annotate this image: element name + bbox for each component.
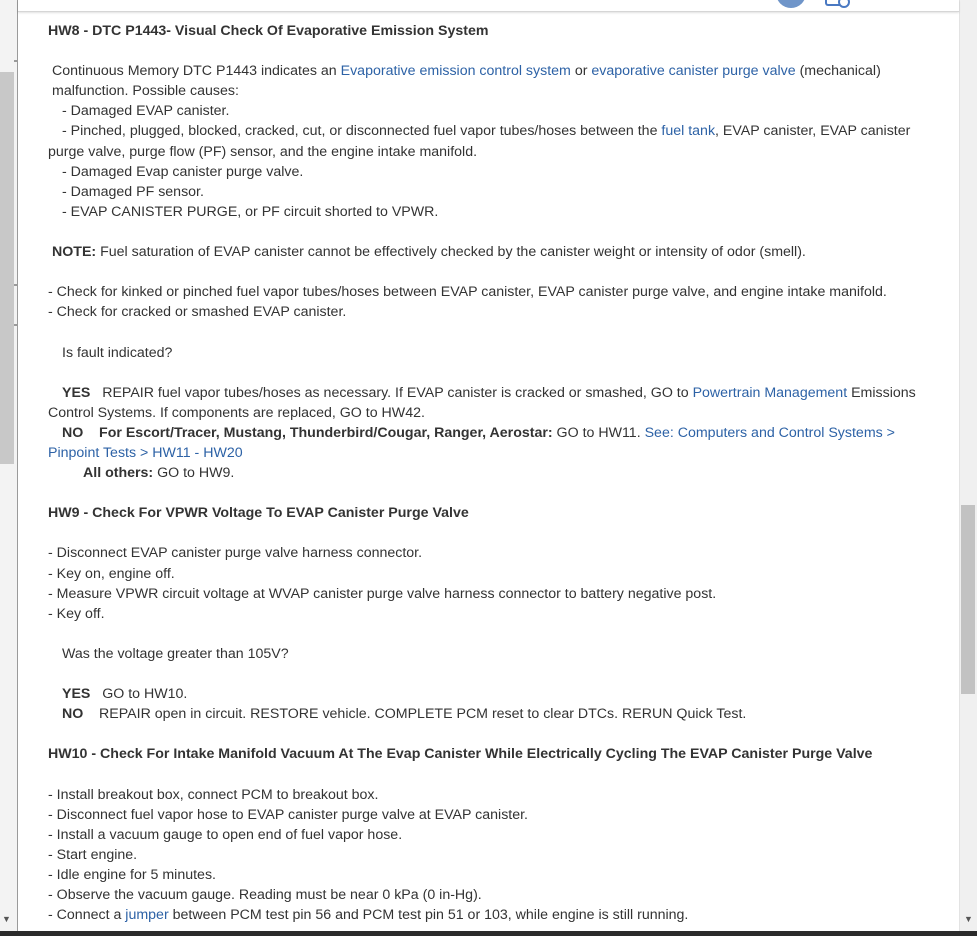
no-label: NO — [62, 706, 84, 723]
question: Is fault indicated? — [62, 344, 173, 361]
list-item: - Damaged Evap canister purge valve. — [62, 163, 304, 180]
powertrain-management-link[interactable]: Powertrain Management — [692, 384, 848, 401]
scroll-down-arrow-icon[interactable]: ▼ — [2, 914, 11, 924]
list-item: - Connect a jumper between PCM test pin 56 and PCM test pin 51 or 103, while engine is still running. — [48, 907, 689, 924]
evap-emission-control-link[interactable]: Evaporative emission control system — [340, 63, 571, 80]
yes-label: YES — [62, 686, 91, 703]
list-item: - Install a vacuum gauge to open end of fuel vapor hose. — [48, 826, 403, 843]
all-others-label: All others: — [83, 465, 154, 482]
list-item: - Idle engine for 5 minutes. — [48, 866, 216, 883]
window-bottom-edge — [0, 931, 977, 936]
all-others-answer: All others: GO to HW9. — [83, 465, 235, 482]
list-item: - Key on, engine off. — [48, 565, 175, 582]
no-answer: NO For Escort/Tracer, Mustang, Thunderbird/Cougar, Ranger, Aerostar: GO to HW11. See: Computers and Control Systems > Pinpoint Tests > HW11 - HW20 — [48, 424, 895, 461]
list-item: - Observe the vacuum gauge. Reading must be near 0 kPa (0 in-Hg). — [48, 887, 482, 904]
list-item: - Start engine. — [48, 846, 138, 863]
pinpoint-test-content — [48, 21, 948, 925]
section-heading-hw10: HW10 - Check For Intake Manifold Vacuum At The Evap Canister While Electrically Cycling The EVAP Canister Purge Valve — [48, 746, 873, 763]
evap-purge-valve-link[interactable]: evaporative canister purge valve — [591, 63, 796, 80]
top-toolbar — [18, 0, 959, 12]
note-label: NOTE: — [52, 244, 97, 261]
yes-answer: YES GO to HW10. — [48, 684, 948, 704]
note: NOTE: Fuel saturation of EVAP canister cannot be effectively checked by the canister weight or intensity of odor (smell). — [52, 244, 806, 261]
list-item: - Disconnect EVAP canister purge valve harness connector. — [48, 545, 423, 562]
pinpoint-tests-hw11-link[interactable]: See: Computers and Control Systems > Pinpoint Tests > HW11 - HW20 — [48, 424, 895, 461]
jumper-link[interactable]: jumper — [125, 907, 169, 924]
content-border — [17, 0, 18, 936]
scrollbar-thumb[interactable] — [961, 505, 975, 694]
fuel-tank-link[interactable]: fuel tank — [661, 123, 716, 140]
list-item: - Pinched, plugged, blocked, cracked, cut, or disconnected fuel vapor tubes/hoses between the fuel tank, EVAP canister, EVAP canister purge valve, purge flow (PF) sensor, and the engine intake manifold. — [48, 123, 911, 160]
list-item: - EVAP CANISTER PURGE, or PF circuit shorted to VPWR. — [62, 203, 439, 220]
list-item: - Check for cracked or smashed EVAP canister. — [48, 304, 347, 321]
left-scrollbar-thumb[interactable] — [0, 72, 14, 464]
list-item: - Key off. — [48, 605, 105, 622]
list-item: - Install breakout box, connect PCM to breakout box. — [48, 786, 379, 803]
question: Was the voltage greater than 105V? — [62, 645, 289, 662]
list-item: - Check for kinked or pinched fuel vapor tubes/hoses between EVAP canister, EVAP canister purge valve, and engine intake manifold. — [48, 284, 887, 301]
list-item: - Disconnect fuel vapor hose to EVAP canister purge valve at EVAP canister. — [48, 806, 529, 823]
vertical-scrollbar[interactable] — [959, 0, 977, 936]
no-answer: NO REPAIR open in circuit. RESTORE vehicle. COMPLETE PCM reset to clear DTCs. RERUN Quick Test. — [48, 704, 948, 724]
list-item: - Damaged PF sensor. — [62, 183, 204, 200]
no-label: NO — [62, 424, 84, 441]
yes-label: YES — [62, 384, 91, 401]
section-heading-hw8: HW8 - DTC P1443- Visual Check Of Evaporative Emission System — [48, 23, 489, 39]
scroll-down-arrow-icon[interactable]: ▼ — [964, 914, 973, 924]
yes-answer: YES REPAIR fuel vapor tubes/hoses as necessary. If EVAP canister is cracked or smashed, GO to Powertrain Management Emissions Control Systems. If components are replaced, GO to HW42. — [48, 384, 916, 421]
list-item: - Damaged EVAP canister. — [62, 103, 230, 120]
hw8-intro: Continuous Memory DTC P1443 indicates an Evaporative emission control system or evaporative canister purge valve (mechanical) malfunction. Possible causes: — [52, 63, 881, 100]
section-heading-hw9: HW9 - Check For VPWR Voltage To EVAP Canister Purge Valve — [48, 505, 469, 522]
list-item: - Measure VPWR circuit voltage at WVAP canister purge valve harness connector to battery negative post. — [48, 585, 717, 602]
